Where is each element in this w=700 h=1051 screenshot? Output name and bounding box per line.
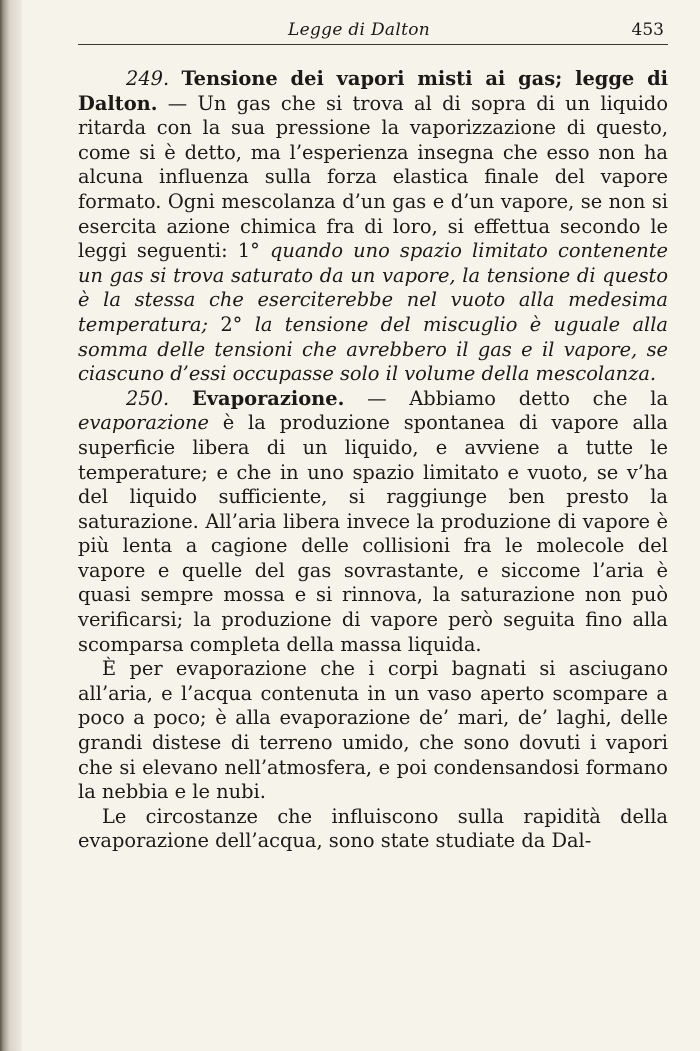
defined-term: evaporazione [78,411,209,435]
section-249-paragraph [78,67,668,387]
section-title: Tensione dei vapori misti ai gas; legge di Dalton. [78,67,668,115]
section-title: Evaporazione. [191,386,345,410]
paragraph-text: — Abbiamo detto che la [344,386,668,410]
page-number: 453 [631,20,664,40]
paragraph: È per evaporazione che i corpi bagnati si asciugano all’aria, e l’acqua contenuta in un vaso aperto scompare a poco a poco; è alla evaporazione de’ mari, de’ laghi, delle grandi distese di terreno umido, che sono dovuti i vapori che si elevano nell’atmosfera, e poi condensandosi formano la nebbia e le nubi. [78,657,668,804]
section-250-paragraph [78,387,668,658]
law-text: quando uno spazio limitato contenente un gas si trova saturato da un vapore, la tensione di questo è la stessa che eserciterebbe nel vuoto alla medesima temperatura; [78,239,668,336]
paragraph-text: è la produzione spontanea di vapore alla superficie libera di un liquido, e avviene a tutte le temperature; e che in uno spazio limitato e vuoto, se v’ha del liquido sufficiente, si raggiunge ben presto la saturazione. All’aria libera invece la produzione di vapore è più lenta a cagione delle collisioni fra le molecole del vapore e quelle del gas sovrastante, e siccome l’aria è quasi sempre mossa e si rinnova, la saturazione non può verificarsi; la produzione di vapore però seguita fino alla scomparsa completa della massa liquida. [78,411,668,656]
law-text: la tensione del miscuglio è uguale alla somma delle tensioni che avrebbero il gas e il vapore, se ciascuno d’essi occupasse solo il volume della mescolanza. [78,312,668,386]
page-body [78,67,668,854]
section-number: 249. [126,67,170,90]
law-marker: 1° [237,239,260,263]
book-page [78,18,668,854]
section-number: 250. [126,386,170,410]
paragraph: Le circostanze che influiscono sulla rapidità della evaporazione dell’acqua, sono state studiate da Dal- [78,804,668,853]
book-spine-shadow [0,0,22,1051]
running-title: Legge di Dalton [288,20,431,40]
law-marker: 2° [220,312,243,336]
paragraph-text: — Un gas che si trova al di sopra di un liquido ritarda con la sua pressione la vaporizzazione di questo, come si è detto, ma l’esperienza insegna che esso non ha alcuna influenza sulla forza elastica finale del vapore formato. Ogni mescolanza d’un gas e d’un vapore, se non si esercita azione chimica fra di loro, si effettua secondo le leggi seguenti: [78,91,668,263]
page-header [78,18,668,45]
